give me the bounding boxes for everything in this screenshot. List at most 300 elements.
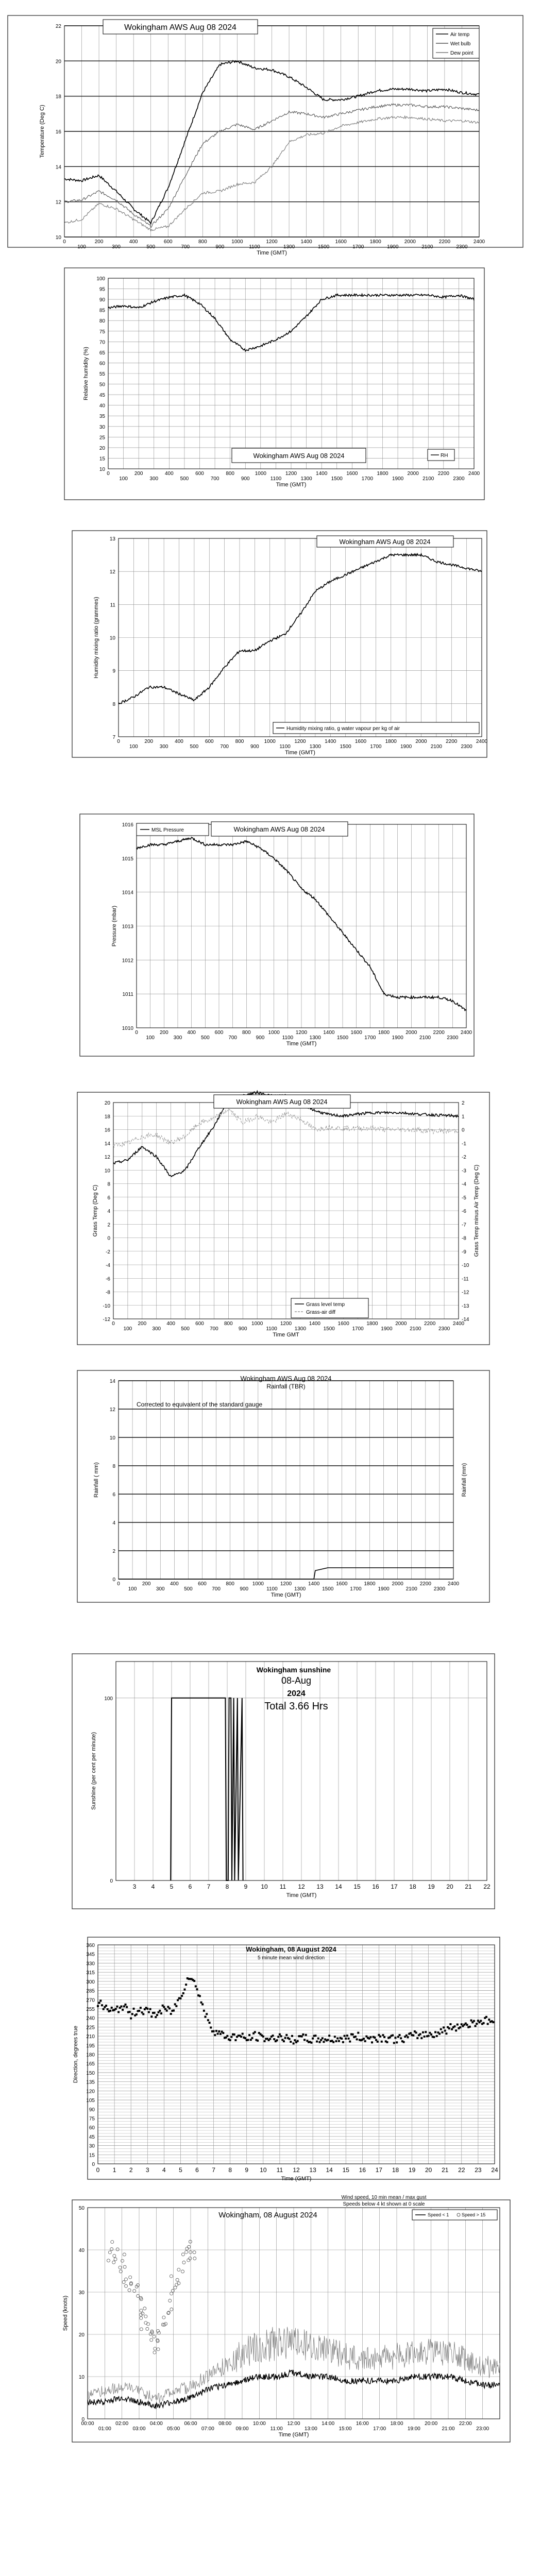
direction-point xyxy=(240,2036,242,2038)
rh-xtick-label: 1300 xyxy=(300,476,312,482)
temp-ytick-label: 16 xyxy=(55,129,61,135)
grass-y2tick-label: -7 xyxy=(462,1222,466,1228)
rh-ytick-label: 65 xyxy=(99,350,105,356)
pres-xtick-label: 1600 xyxy=(350,1030,362,1036)
sun-xtick-label: 21 xyxy=(465,1883,472,1890)
temp-ytick-label: 10 xyxy=(55,235,61,241)
direction-point xyxy=(399,2034,401,2036)
direction-point xyxy=(470,2020,472,2022)
direction-point xyxy=(150,2015,153,2018)
rh-xtick-label: 2100 xyxy=(422,476,434,482)
rh-ytick-label: 55 xyxy=(99,371,105,377)
direction-point xyxy=(354,2036,357,2038)
rain-title: Wokingham AWS Aug 08 2024 xyxy=(240,1375,332,1382)
rain-ytick-label: 2 xyxy=(112,1549,115,1554)
direction-point xyxy=(425,2031,427,2033)
rh-xtick-label: 800 xyxy=(226,471,235,477)
speed-xtick-label: 22:00 xyxy=(459,2421,472,2427)
grass-xtick-label: 900 xyxy=(238,1326,247,1332)
rh-xtick-label: 1000 xyxy=(255,471,266,477)
mix-xtick-label: 1900 xyxy=(400,744,412,750)
rh-xtick-label: 600 xyxy=(195,471,204,477)
temp-ylabel: Temperature (Deg C) xyxy=(39,105,45,158)
dir-ytick-label: 165 xyxy=(86,2061,95,2067)
direction-point xyxy=(336,2037,339,2039)
grass-xtick-label: 2200 xyxy=(424,1321,436,1327)
dir-xtick-label: 21 xyxy=(442,2166,449,2174)
direction-point xyxy=(392,2035,394,2037)
direction-point xyxy=(242,2033,244,2035)
pres-ytick-label: 1013 xyxy=(122,924,133,930)
direction-point xyxy=(222,2032,224,2034)
pres-xtick-label: 0 xyxy=(135,1030,138,1036)
rain-ylabel: Rainfall ( mm) xyxy=(93,1462,99,1498)
speed-xtick-label: 10:00 xyxy=(252,2421,266,2427)
direction-point xyxy=(283,2040,285,2042)
grass-y2tick-label: -5 xyxy=(462,1195,466,1201)
dir-ylabel: Direction, degrees true xyxy=(73,2025,79,2083)
grass-xtick-label: 1800 xyxy=(366,1321,378,1327)
temp-legend-label: Wet bulb xyxy=(450,41,471,47)
speed-xtick-label: 14:00 xyxy=(322,2421,335,2427)
direction-point xyxy=(335,2040,337,2042)
rain-ytick-label: 14 xyxy=(109,1379,115,1384)
direction-point xyxy=(301,2036,303,2038)
rh-xtick-label: 0 xyxy=(107,471,110,477)
rh-ytick-label: 50 xyxy=(99,382,105,388)
dir-ytick-label: 360 xyxy=(86,1943,95,1948)
direction-point xyxy=(136,2013,138,2015)
direction-point xyxy=(386,2041,388,2043)
direction-point xyxy=(334,2036,336,2038)
grass-y2tick-label: -10 xyxy=(462,1263,469,1268)
direction-point xyxy=(124,2004,126,2006)
direction-point xyxy=(323,2041,325,2043)
direction-point xyxy=(488,2019,490,2021)
direction-point xyxy=(148,2011,150,2013)
direction-point xyxy=(453,2025,455,2027)
temp-xtick-label: 1900 xyxy=(387,244,399,250)
sun-xtick-label: 9 xyxy=(244,1883,248,1890)
rh-xtick-label: 1700 xyxy=(361,476,374,482)
direction-point xyxy=(116,2006,118,2008)
grass-ytick-label: 0 xyxy=(107,1235,110,1242)
rain-xtick-label: 100 xyxy=(128,1586,137,1592)
speed-ytick-label: 40 xyxy=(78,2248,84,2253)
grass-ytick-label: 16 xyxy=(104,1127,110,1133)
direction-point xyxy=(475,2025,477,2027)
direction-point xyxy=(395,2037,397,2039)
dir-xtick-label: 24 xyxy=(491,2166,498,2174)
temp-ytick-label: 22 xyxy=(55,24,61,29)
direction-point xyxy=(195,1985,197,1987)
temp-legend-label: Dew point xyxy=(450,50,474,56)
direction-point xyxy=(405,2035,408,2037)
temp-legend-label: Air temp xyxy=(450,32,470,38)
rh-ytick-label: 85 xyxy=(99,308,105,314)
direction-point xyxy=(149,2008,151,2010)
rh-xtick-label: 2300 xyxy=(453,476,465,482)
sun-xtick-label: 13 xyxy=(316,1883,324,1890)
direction-point xyxy=(201,2003,204,2005)
grass-xtick-label: 2100 xyxy=(410,1326,421,1332)
grass-y2tick-label: -3 xyxy=(462,1168,466,1174)
grass-y2tick-label: 0 xyxy=(462,1127,465,1133)
direction-point xyxy=(327,2039,329,2041)
grass-y2tick-label: -4 xyxy=(462,1181,466,1188)
speed-xtick-label: 21:00 xyxy=(442,2426,455,2432)
grass-y2tick-label: -14 xyxy=(462,1317,469,1323)
direction-point xyxy=(262,2036,264,2038)
temp-xlabel: Time (GMT) xyxy=(257,250,287,256)
grass-y2tick-label: -8 xyxy=(462,1235,466,1242)
mix-xtick-label: 600 xyxy=(205,739,214,744)
dir-ytick-label: 240 xyxy=(86,2015,95,2022)
rain-ytick-label: 8 xyxy=(112,1464,115,1469)
pres-xtick-label: 1500 xyxy=(336,1035,349,1041)
pres-xtick-label: 1200 xyxy=(295,1030,308,1036)
temp-xtick-label: 1300 xyxy=(283,244,295,250)
rh-ytick-label: 80 xyxy=(99,318,105,325)
sun-xtick-label: 8 xyxy=(225,1883,229,1890)
rain-xtick-label: 200 xyxy=(142,1581,151,1587)
direction-point xyxy=(400,2037,402,2039)
grass-y2tick-label: -11 xyxy=(462,1276,469,1282)
direction-point xyxy=(177,1999,179,2001)
mix-ytick-label: 8 xyxy=(112,701,115,707)
direction-point xyxy=(305,2034,307,2036)
direction-point xyxy=(396,2041,398,2043)
rain-panel xyxy=(77,1370,489,1602)
direction-point xyxy=(251,2037,253,2039)
dir-ytick-label: 30 xyxy=(89,2143,95,2149)
sun-xtick-label: 18 xyxy=(409,1883,416,1890)
direction-point xyxy=(444,2030,446,2032)
direction-point xyxy=(170,2013,172,2015)
mix-xtick-label: 2200 xyxy=(446,739,458,744)
rain-xtick-label: 2000 xyxy=(392,1581,403,1587)
sun-xtick-label: 16 xyxy=(372,1883,379,1890)
speed-xtick-label: 01:00 xyxy=(98,2426,111,2432)
grass-xtick-label: 100 xyxy=(123,1326,132,1332)
sun-ylabel: Sunshine (per cent per minute) xyxy=(91,1732,97,1810)
direction-point xyxy=(269,2038,271,2040)
grass-ytick-label: 18 xyxy=(104,1114,110,1120)
dir-ytick-label: 270 xyxy=(86,1997,95,2004)
grass-y2tick-label: -13 xyxy=(462,1303,469,1309)
direction-point xyxy=(279,2033,281,2036)
sun-xtick-label: 7 xyxy=(207,1883,211,1890)
grass-xtick-label: 1700 xyxy=(352,1326,364,1332)
rain-ytick-label: 10 xyxy=(109,1435,115,1441)
direction-point xyxy=(154,2012,156,2014)
direction-point xyxy=(342,2041,344,2043)
direction-point xyxy=(383,2036,385,2038)
direction-point xyxy=(455,2029,457,2031)
direction-point xyxy=(107,2008,109,2010)
direction-point xyxy=(130,2018,132,2020)
rain-xtick-label: 1300 xyxy=(294,1586,306,1592)
grass-y2tick-label: -1 xyxy=(462,1141,466,1147)
direction-point xyxy=(146,2008,148,2010)
temp-ytick-label: 18 xyxy=(55,94,61,100)
grass-y2tick-label: 2 xyxy=(462,1100,465,1106)
pres-xtick-label: 1300 xyxy=(309,1035,321,1041)
grass-frame xyxy=(77,1092,489,1345)
direction-point xyxy=(285,2034,288,2036)
direction-point xyxy=(412,2035,414,2037)
direction-point xyxy=(174,2003,176,2005)
speed-xtick-label: 16:00 xyxy=(356,2421,369,2427)
pres-xtick-label: 700 xyxy=(228,1035,238,1041)
dir-xtick-label: 10 xyxy=(260,2166,267,2174)
direction-point xyxy=(403,2041,405,2043)
mix-xtick-label: 400 xyxy=(175,739,183,744)
grass-title: Wokingham AWS Aug 08 2024 xyxy=(236,1098,328,1106)
rain-xtick-label: 1400 xyxy=(308,1581,320,1587)
pres-ylabel: Pressure (mbar) xyxy=(111,905,117,947)
rain-xtick-label: 600 xyxy=(198,1581,207,1587)
pres-xtick-label: 1400 xyxy=(323,1030,335,1036)
speed-xtick-label: 12:00 xyxy=(287,2421,300,2427)
grass-xtick-label: 1900 xyxy=(381,1326,393,1332)
dir-subtitle: 5 minute mean wind direction xyxy=(257,1955,325,1961)
direction-point xyxy=(451,2028,453,2030)
grass-xtick-label: 1500 xyxy=(323,1326,335,1332)
direction-point xyxy=(480,2020,482,2022)
speed-xtick-label: 13:00 xyxy=(304,2426,317,2432)
temp-xtick-label: 500 xyxy=(146,244,156,250)
speed-ytick-label: 30 xyxy=(78,2290,84,2296)
direction-point xyxy=(219,2033,222,2035)
direction-point xyxy=(120,2005,122,2007)
mix-xtick-label: 200 xyxy=(144,739,154,744)
speed-legend-label: Speed < 1 xyxy=(428,2212,449,2217)
direction-point xyxy=(155,2016,157,2018)
rh-ytick-label: 10 xyxy=(99,467,105,472)
pres-ytick-label: 1010 xyxy=(122,1026,133,1031)
mix-xtick-label: 2300 xyxy=(461,744,472,750)
dir-ytick-label: 75 xyxy=(89,2116,95,2122)
direction-point xyxy=(483,2022,485,2024)
direction-point xyxy=(364,2040,366,2042)
direction-point xyxy=(133,2008,135,2010)
direction-point xyxy=(379,2036,381,2038)
speed-xtick-label: 18:00 xyxy=(390,2421,403,2427)
rh-ytick-label: 75 xyxy=(99,329,105,335)
dir-xtick-label: 13 xyxy=(309,2166,316,2174)
sun-xtick-label: 15 xyxy=(353,1883,361,1890)
rain-note: Corrected to equivalent of the standard gauge xyxy=(137,1401,263,1408)
mix-legend-label: Humidity mixing ratio, g water vapour per kg of air xyxy=(286,726,400,732)
direction-point xyxy=(459,2026,461,2028)
sun-xtick-label: 3 xyxy=(132,1883,137,1890)
mix-xtick-label: 0 xyxy=(117,739,120,744)
dir-xlabel: Time (GMT) xyxy=(281,2176,312,2182)
direction-point xyxy=(117,2011,120,2013)
sun-xtick-label: 22 xyxy=(483,1883,491,1890)
rain-ytick-label: 6 xyxy=(112,1492,115,1498)
grass-y2tick-label: -12 xyxy=(462,1290,469,1296)
direction-point xyxy=(217,2032,219,2035)
grass-ytick-label: -10 xyxy=(103,1303,110,1309)
direction-point xyxy=(105,2005,107,2007)
mix-ytick-label: 9 xyxy=(112,668,115,674)
direction-point xyxy=(293,2042,295,2044)
rh-xtick-label: 1800 xyxy=(377,471,388,477)
pres-legend-label: MSL Pressure xyxy=(151,827,184,833)
pres-xtick-label: 800 xyxy=(242,1030,251,1036)
direction-point xyxy=(440,2028,442,2030)
speed-xtick-label: 06:00 xyxy=(184,2421,197,2427)
rain-xtick-label: 700 xyxy=(212,1586,221,1592)
sun-date: 08-Aug xyxy=(281,1675,312,1686)
grass-ytick-label: 12 xyxy=(104,1155,110,1160)
direction-point xyxy=(183,1989,185,1991)
dir-xtick-label: 3 xyxy=(145,2166,149,2174)
grass-xtick-label: 2400 xyxy=(452,1321,465,1327)
dir-xtick-label: 1 xyxy=(112,2166,116,2174)
dir-xtick-label: 12 xyxy=(293,2166,300,2174)
speed-ytick-label: 10 xyxy=(78,2375,84,2380)
grass-ytick-label: 2 xyxy=(107,1222,110,1228)
rh-ytick-label: 30 xyxy=(99,424,105,430)
direction-point xyxy=(111,2007,113,2009)
temp-xtick-label: 300 xyxy=(112,244,121,250)
pres-xtick-label: 2000 xyxy=(405,1030,417,1036)
rh-xtick-label: 500 xyxy=(180,476,189,482)
rain-subtitle: Rainfall (TBR) xyxy=(266,1383,306,1390)
grass-y2tick-label: -2 xyxy=(462,1155,466,1160)
direction-point xyxy=(175,2005,177,2007)
direction-point xyxy=(280,2035,282,2037)
rh-title: Wokingham AWS Aug 08 2024 xyxy=(253,452,345,460)
rh-ytick-label: 45 xyxy=(99,393,105,399)
rain-ylabel2: Rainfall (mm) xyxy=(461,1463,467,1497)
speed-xtick-label: 02:00 xyxy=(115,2421,129,2427)
direction-point xyxy=(382,2034,384,2036)
direction-point xyxy=(234,2039,236,2041)
direction-point xyxy=(122,2009,124,2011)
direction-point xyxy=(115,2008,117,2010)
direction-point xyxy=(318,2041,320,2043)
rh-ytick-label: 60 xyxy=(99,361,105,367)
dir-xtick-label: 19 xyxy=(408,2166,416,2174)
pres-ytick-label: 1012 xyxy=(122,958,133,964)
speed-ytick-label: 20 xyxy=(78,2332,84,2338)
direction-point xyxy=(126,2006,128,2008)
temp-xtick-label: 600 xyxy=(163,239,173,245)
direction-point xyxy=(487,2023,489,2025)
dir-xtick-label: 5 xyxy=(179,2166,182,2174)
dir-ytick-label: 120 xyxy=(86,2089,95,2095)
direction-point xyxy=(272,2035,274,2037)
direction-point xyxy=(314,2035,316,2037)
rh-xlabel: Time (GMT) xyxy=(276,482,307,488)
rain-xtick-label: 1800 xyxy=(364,1581,376,1587)
direction-point xyxy=(182,1992,184,1994)
pres-xtick-label: 1000 xyxy=(268,1030,280,1036)
temp-xtick-label: 2000 xyxy=(404,239,416,245)
direction-point xyxy=(214,2034,216,2036)
dir-ytick-label: 345 xyxy=(86,1952,95,1958)
temp-xtick-label: 900 xyxy=(215,244,225,250)
grass-xtick-label: 500 xyxy=(181,1326,190,1332)
direction-point xyxy=(200,2002,202,2004)
dir-ytick-label: 0 xyxy=(92,2162,95,2167)
direction-point xyxy=(485,2016,487,2018)
direction-point xyxy=(420,2037,422,2039)
speed-xtick-label: 20:00 xyxy=(425,2421,438,2427)
rain-ytick-label: 4 xyxy=(112,1520,115,1526)
grass-ytick-label: -6 xyxy=(106,1276,110,1282)
dir-ytick-label: 105 xyxy=(86,2098,95,2104)
grass-ytick-label: 20 xyxy=(104,1100,110,1106)
direction-point xyxy=(448,2027,450,2029)
rh-ylabel: Relative humidity (%) xyxy=(83,347,89,400)
direction-point xyxy=(138,2010,140,2012)
rh-xtick-label: 1400 xyxy=(316,471,328,477)
direction-point xyxy=(289,2038,291,2040)
speed-legend-label: Speed > 15 xyxy=(462,2212,486,2217)
grass-y2tick-label: 1 xyxy=(462,1114,465,1120)
dir-xtick-label: 9 xyxy=(245,2166,249,2174)
grass-ytick-label: 8 xyxy=(107,1181,110,1188)
dir-xtick-label: 20 xyxy=(425,2166,432,2174)
pres-xtick-label: 100 xyxy=(146,1035,155,1041)
temp-xtick-label: 1100 xyxy=(249,244,260,250)
grass-ytick-label: -12 xyxy=(103,1317,110,1323)
grass-ylabel2: Grass Temp minus Air Temp (Deg C) xyxy=(474,1164,480,1257)
speed-title: Wokingham, 08 August 2024 xyxy=(218,2211,317,2219)
rain-xtick-label: 800 xyxy=(226,1581,235,1587)
dir-ytick-label: 300 xyxy=(86,1979,95,1985)
direction-point xyxy=(159,2010,161,2012)
direction-point xyxy=(357,2032,359,2034)
direction-point xyxy=(374,2037,376,2039)
pres-xtick-label: 2300 xyxy=(447,1035,459,1041)
speed-xtick-label: 04:00 xyxy=(149,2421,163,2427)
pres-xtick-label: 2100 xyxy=(419,1035,431,1041)
sun-xtick-label: 5 xyxy=(170,1883,174,1890)
rh-xtick-label: 1600 xyxy=(346,471,358,477)
dir-ytick-label: 315 xyxy=(86,1970,95,1976)
pres-ytick-label: 1016 xyxy=(122,822,133,828)
pres-xtick-label: 300 xyxy=(173,1035,182,1041)
direction-point xyxy=(316,2041,318,2043)
dir-ytick-label: 15 xyxy=(89,2153,95,2159)
direction-point xyxy=(101,2004,103,2006)
pres-xtick-label: 1800 xyxy=(378,1030,390,1036)
rain-xtick-label: 2200 xyxy=(419,1581,431,1587)
direction-point xyxy=(346,2035,348,2037)
dir-ytick-label: 225 xyxy=(86,2025,95,2031)
grass-xlabel: Time GMT xyxy=(273,1332,299,1338)
direction-point xyxy=(97,2005,99,2007)
sun-xtick-label: 19 xyxy=(428,1883,435,1890)
direction-point xyxy=(196,1988,198,1990)
rh-ytick-label: 35 xyxy=(99,414,105,420)
pres-xtick-label: 1700 xyxy=(364,1035,376,1041)
grass-ytick-label: 14 xyxy=(104,1141,110,1147)
mix-xtick-label: 1200 xyxy=(294,739,306,744)
temp-ytick-label: 20 xyxy=(55,59,61,65)
direction-point xyxy=(436,2035,438,2037)
direction-point xyxy=(317,2038,319,2040)
speed-xtick-label: 19:00 xyxy=(407,2426,420,2432)
direction-point xyxy=(181,1995,183,1997)
dir-xtick-label: 8 xyxy=(228,2166,232,2174)
